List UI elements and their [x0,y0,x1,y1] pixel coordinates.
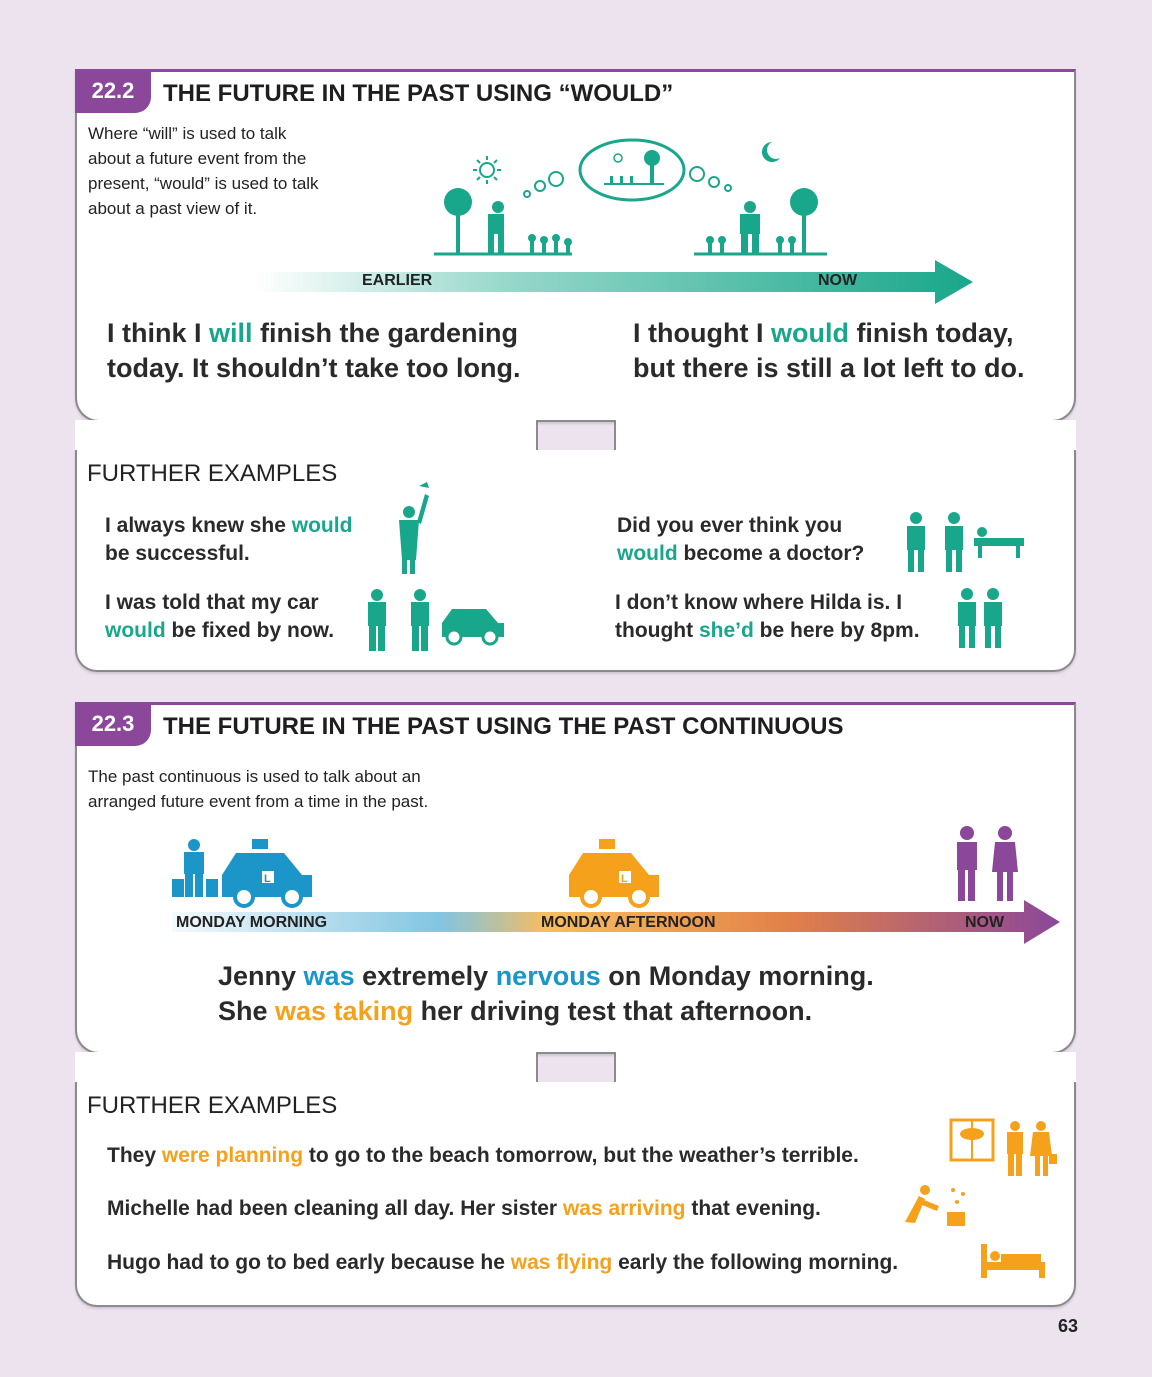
highlight: were planning [161,1144,304,1167]
blue-car-scene-icon [172,835,352,905]
example-sentence-left [107,316,520,386]
graduate-icon [387,482,437,577]
text: be here by 8pm. [753,619,920,642]
intro-line: about a past view of it. [88,199,258,218]
cleaning-person-icon [895,1182,975,1230]
text: I don’t know where Hilda is. I [615,591,903,614]
gardener-icon [492,201,504,213]
highlight: was arriving [562,1197,686,1220]
highlight: would [617,542,678,565]
highlight: she’d [698,619,754,642]
highlight-will: will [209,318,253,348]
car-l-plate: L [264,873,271,885]
highlight-would: would [770,318,849,348]
tree-icon [444,188,472,216]
further-example-hugo [107,1249,898,1277]
two-people-icon [953,586,1013,651]
orange-car-icon [567,835,712,905]
highlight: would [291,514,353,537]
connector-bar [614,1052,1076,1084]
mechanic-and-customer-icon [362,585,512,655]
further-examples-heading: FURTHER EXAMPLES [87,460,338,487]
text: Jenny [218,961,304,991]
rainy-window-people-icon [949,1118,1059,1180]
thought-cloud-icon [580,140,684,200]
tree-icon [790,188,818,216]
moon-icon [762,142,780,162]
text: I thought I [633,318,771,348]
text: Michelle had been cleaning all day. Her sister [107,1197,563,1220]
car-l-plate: L [621,873,628,885]
text: Hugo had to go to bed early because he [107,1251,511,1274]
connector-bar [75,420,538,452]
further-examples-panel-2 [75,1082,1076,1307]
example-sentence-right [633,316,1025,386]
section-number-22-3: 22.3 [75,702,151,746]
section-intro-22-3 [88,764,428,814]
text: thought [615,619,699,642]
text: today. It shouldn’t take too long. [107,353,521,383]
intro-line: arranged future event from a time in the past. [88,792,429,811]
intro-line: Where “will” is used to talk [88,124,287,143]
section-number-22-2: 22.2 [75,69,151,113]
gardening-illustration [432,132,832,262]
text: but there is still a lot left to do. [633,353,1025,383]
text: her driving test that afternoon. [413,996,813,1026]
connector-bar [614,420,1076,452]
section-title-22-2: THE FUTURE IN THE PAST USING “WOULD” [163,80,674,107]
text: Did you ever think you [617,514,843,537]
bed-icon [979,1242,1049,1282]
text: I always knew she [105,514,292,537]
further-example-4 [615,589,920,645]
text: become a doctor? [677,542,865,565]
sun-icon [480,163,494,177]
connector-bar [75,1052,538,1084]
further-example-1 [105,512,352,568]
highlight: was flying [510,1251,613,1274]
text: to go to the beach tomorrow, but the weather’s terrible. [303,1144,859,1167]
person-icon [744,201,756,213]
timeline-label-earlier: EARLIER [362,272,433,289]
timeline-label-monday-morning: MONDAY MORNING [176,914,328,931]
text: finish today, [848,318,1014,348]
highlight-was-taking: was taking [275,996,414,1026]
page-number: 63 [1057,1316,1078,1336]
text: on Monday morning. [600,961,874,991]
text: be fixed by now. [165,619,335,642]
intro-line: about a future event from the [88,149,307,168]
example-sentence-jenny [218,959,874,1029]
intro-line: present, “would” is used to talk [88,174,319,193]
further-examples-heading: FURTHER EXAMPLES [87,1092,338,1119]
text: be successful. [105,542,250,565]
text: extremely [354,961,496,991]
timeline-label-now: NOW [818,272,858,289]
text: I was told that my car [105,591,319,614]
intro-line: The past continuous is used to talk about an [88,767,421,786]
section-22-2-panel [75,69,1076,422]
two-people-purple-icon [953,825,1033,905]
further-example-michelle [107,1195,821,1223]
section-title-22-3: THE FUTURE IN THE PAST USING THE PAST CONTINUOUS [163,713,844,740]
text: finish the gardening [252,318,519,348]
text: She [218,996,276,1026]
further-example-3 [617,512,864,568]
highlight-was: was [303,961,355,991]
text: early the following morning. [612,1251,899,1274]
further-example-beach [107,1142,859,1170]
timeline-label-now: NOW [965,914,1005,931]
further-example-2 [105,589,334,645]
section-22-3-panel [75,702,1076,1054]
highlight-nervous: nervous [495,961,601,991]
timeline-label-monday-afternoon: MONDAY AFTERNOON [541,914,716,931]
doctor-patient-icon [902,510,1032,575]
further-examples-panel-1 [75,450,1076,672]
text: that evening. [685,1197,821,1220]
section-intro-22-2 [88,121,319,221]
text: I think I [107,318,210,348]
text: They [107,1144,162,1167]
highlight: would [105,619,166,642]
